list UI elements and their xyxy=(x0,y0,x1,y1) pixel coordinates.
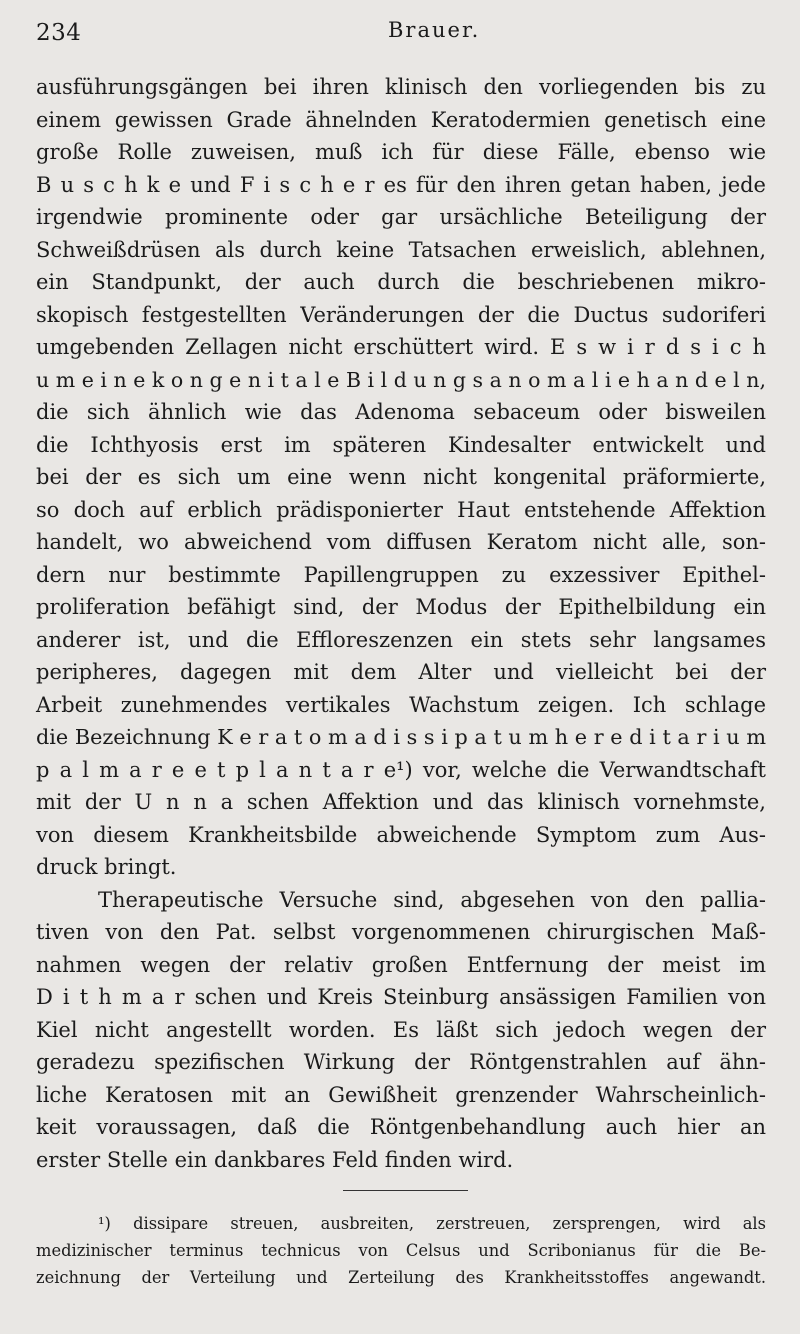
text-line: anderer ist, und die Effloreszenzen ein stets sehr langsames xyxy=(36,627,766,652)
text-line: von diesem Krankheitsbilde abweichende Symptom zum Aus- xyxy=(36,822,766,847)
text-line: mit der U n n a schen Affektion und das klinisch vornehmste, xyxy=(36,790,766,814)
text-line: ausführungsgängen bei ihren klinisch den vorliegenden bis zu xyxy=(36,75,766,99)
running-head: Brauer. xyxy=(388,18,481,42)
text-line: keit voraussagen, daß die Röntgenbehandlung auch hier an xyxy=(36,1115,766,1139)
text-line: Therapeutische Versuche sind, abgesehen von den pallia- xyxy=(98,887,766,912)
text-line: u m e i n e k o n g e n i t a l e B i l d u n g s a n o m a l i e h a n d e l n, xyxy=(36,367,766,392)
text-line: liche Keratosen mit an Gewißheit grenzender Wahrscheinlich- xyxy=(36,1082,766,1107)
text-line: handelt, wo abweichend vom diffusen Keratom nicht alle, son- xyxy=(36,530,766,554)
text-line: irgendwie prominente oder gar ursächliche Beteiligung der xyxy=(36,205,766,229)
text-line: geradezu spezifischen Wirkung der Röntgenstrahlen auf ähn- xyxy=(36,1050,766,1074)
text-line: dern nur bestimmte Papillengruppen zu exzessiver Epithel- xyxy=(36,562,766,587)
text-line: einem gewissen Grade ähnelnden Keratodermien genetisch eine xyxy=(36,107,766,132)
page-header xyxy=(36,8,764,48)
footnote-divider xyxy=(343,1190,468,1191)
text-line: tiven von den Pat. selbst vorgenommenen chirurgischen Maß- xyxy=(36,920,766,944)
text-line: so doch auf erblich prädisponierter Haut entstehende Affektion xyxy=(36,497,766,522)
text-line: D i t h m a r schen und Kreis Steinburg ansässigen Familien von xyxy=(36,985,766,1009)
footnote xyxy=(36,1210,766,1291)
text-line: nahmen wegen der relativ großen Entfernung der meist im xyxy=(36,952,766,977)
text-line: Arbeit zunehmendes vertikales Wachstum zeigen. Ich schlage xyxy=(36,692,766,717)
footnote-line: medizinischer terminus technicus von Celsus und Scribonianus für die Be- xyxy=(36,1241,766,1260)
text-line: große Rolle zuweisen, muß ich für diese Fälle, ebenso wie xyxy=(36,140,766,164)
text-line: skopisch festgestellten Veränderungen der die Ductus sudoriferi xyxy=(36,302,766,327)
page-number: 234 xyxy=(36,20,82,46)
text-line: Kiel nicht angestellt worden. Es läßt sich jedoch wegen der xyxy=(36,1017,766,1042)
footnote-line: ¹) dissipare streuen, ausbreiten, zerstreuen, zersprengen, wird als xyxy=(98,1214,766,1233)
text-line: die sich ähnlich wie das Adenoma sebaceum oder bisweilen xyxy=(36,400,766,424)
text-line: peripheres, dagegen mit dem Alter und vielleicht bei der xyxy=(36,660,766,684)
text-line: p a l m a r e e t p l a n t a r e¹) vor, welche die Verwandtschaft xyxy=(36,757,766,782)
text-line: druck bringt. xyxy=(36,855,177,879)
text-line: erster Stelle ein dankbares Feld finden wird. xyxy=(36,1147,514,1172)
text-line: ein Standpunkt, der auch durch die beschriebenen mikro- xyxy=(36,270,766,294)
text-line: die Bezeichnung K e r a t o m a d i s s i p a t u m h e r e d i t a r i u m xyxy=(36,725,766,749)
text-line: bei der es sich um eine wenn nicht kongenital präformierte, xyxy=(36,465,766,489)
text-line: Schweißdrüsen als durch keine Tatsachen erweislich, ablehnen, xyxy=(36,237,766,262)
text-line: proliferation befähigt sind, der Modus der Epithelbildung ein xyxy=(36,595,766,619)
text-line: B u s c h k e und F i s c h e r es für den ihren getan haben, jede xyxy=(36,172,766,197)
footnote-line: zeichnung der Verteilung und Zerteilung des Krankheitsstoffes angewandt. xyxy=(36,1268,766,1287)
body-text xyxy=(36,71,766,1176)
text-line: umgebenden Zellagen nicht erschüttert wird. E s w i r d s i c h xyxy=(36,335,766,359)
text-line: die Ichthyosis erst im späteren Kindesalter entwickelt und xyxy=(36,432,766,457)
